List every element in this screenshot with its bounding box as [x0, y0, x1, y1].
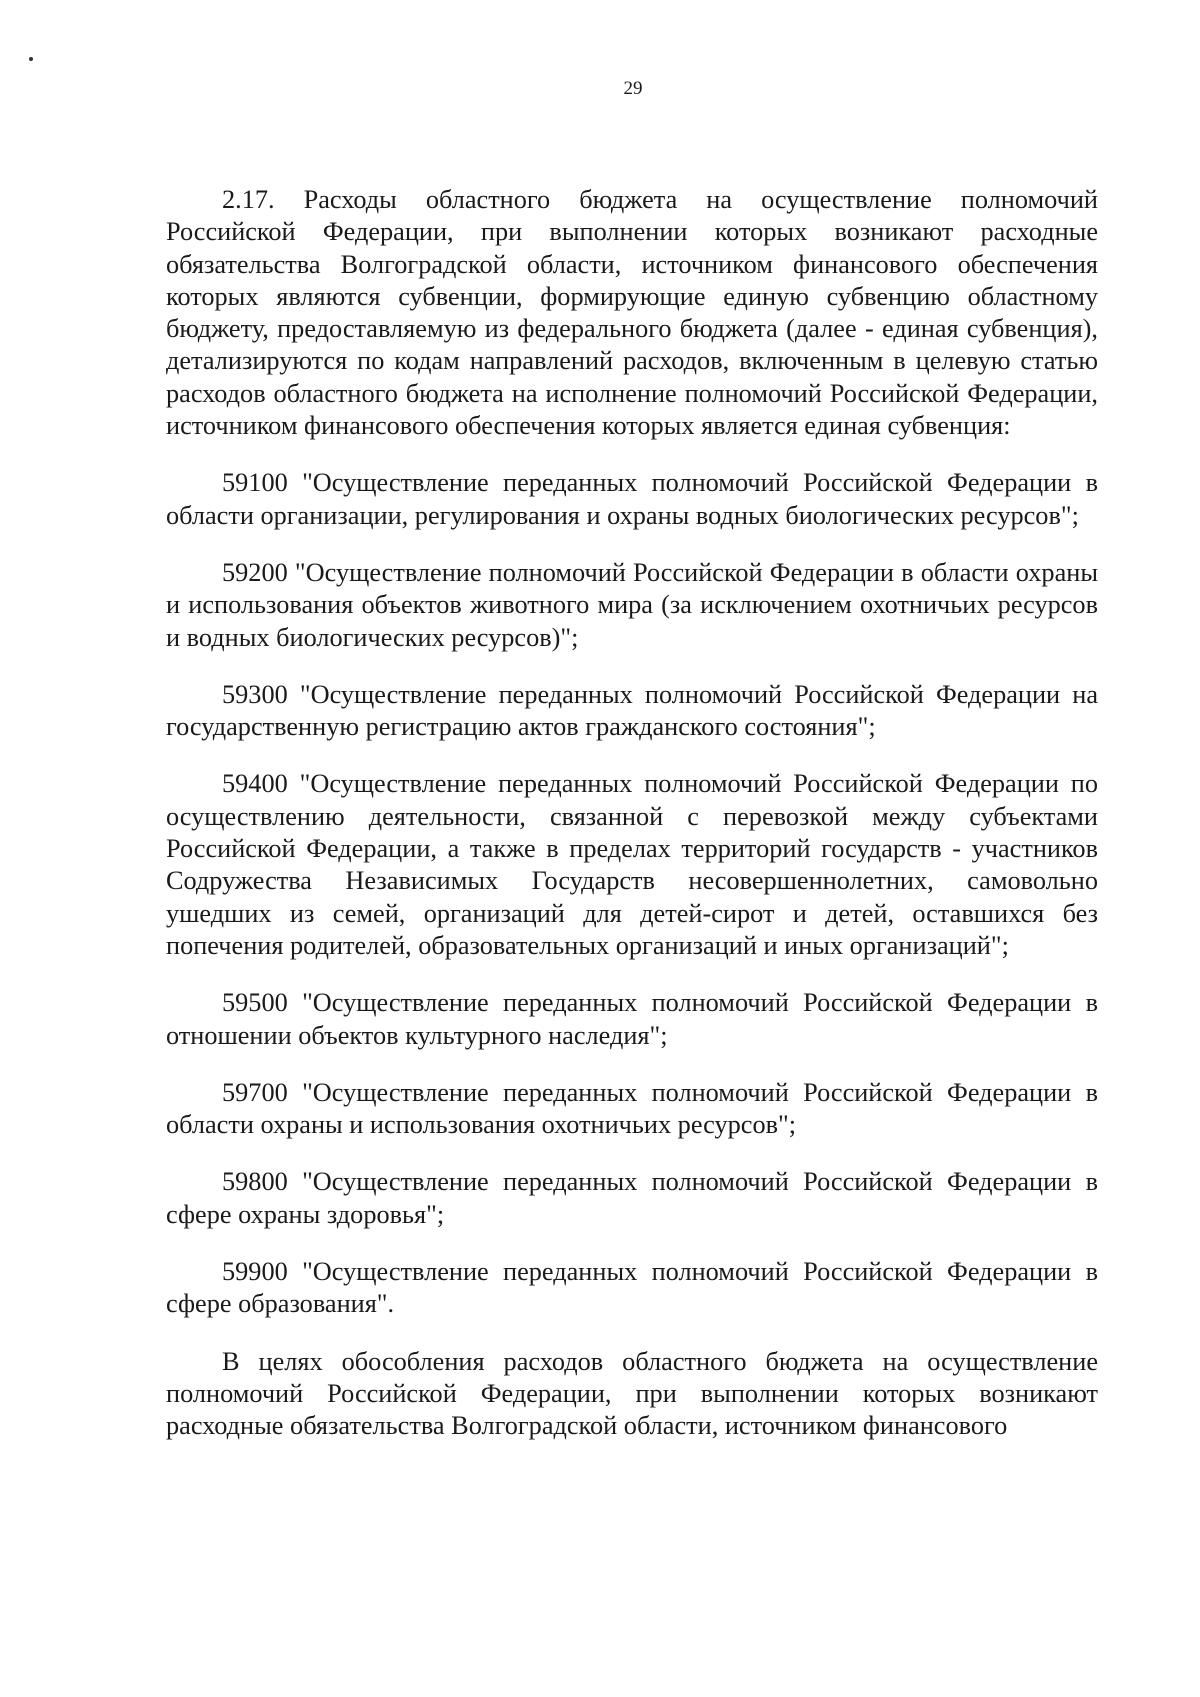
document-body — [166, 184, 1098, 1443]
paragraph-code-59900: 59900 "Осуществление переданных полномочий Российской Федерации в сфере образования". — [166, 1257, 1098, 1319]
page-number: 29 — [623, 78, 643, 99]
paragraph-code-59700: 59700 "Осуществление переданных полномочий Российской Федерации в области охраны и использования охотничьих ресурсов"; — [166, 1077, 1098, 1140]
paragraph-code-59300: 59300 "Осуществление переданных полномочий Российской Федерации на государственную регистрацию актов гражданского состояния"; — [166, 679, 1098, 742]
paragraph-code-59200: 59200 "Осуществление полномочий Российской Федерации в области охраны и использования объектов животного мира (за исключением охотничьих ресурсов и водных биологических ресурсов)"; — [166, 557, 1098, 652]
paragraph-code-59100: 59100 "Осуществление переданных полномочий Российской Федерации в области организации, регулирования и охраны водных биологических ресурсов"; — [166, 468, 1098, 530]
paragraph-code-59400: 59400 "Осуществление переданных полномочий Российской Федерации по осуществлению деятельности, связанной с перевозкой между субъектами Российской Федерации, а также в пределах территорий государств - участников Содружества Независимых Государств несовершеннолетних, самовольно ушедших из семей, организаций для детей-сирот и детей, оставшихся без попечения родителей, образовательных организаций и иных организаций"; — [166, 769, 1098, 960]
paragraph-code-59800: 59800 "Осуществление переданных полномочий Российской Федерации в сфере охраны здоровья"; — [166, 1167, 1098, 1229]
paragraph-closing: В целях обособления расходов областного бюджета на осуществление полномочий Российской Федерации, при выполнении которых возникают расходные обязательства Волгоградской области, источником финансового — [166, 1346, 1098, 1441]
paragraph-intro: 2.17. Расходы областного бюджета на осуществление полномочий Российской Федерации, при выполнении которых возникают расходные обязательства Волгоградской области, источником финансового обеспечения которых являются субвенции, формирующие единую субвенцию областному бюджету, предоставляемую из федерального бюджета (далее - единая субвенция), детализируются по кодам направлений расходов, включенным в целевую статью расходов областного бюджета на исполнение полномочий Российской Федерации, источником финансового обеспечения которых является единая субвенция: — [166, 185, 1098, 441]
paragraph-code-59500: 59500 "Осуществление переданных полномочий Российской Федерации в отношении объектов культурного наследия"; — [166, 988, 1098, 1050]
scan-speck — [29, 57, 33, 61]
